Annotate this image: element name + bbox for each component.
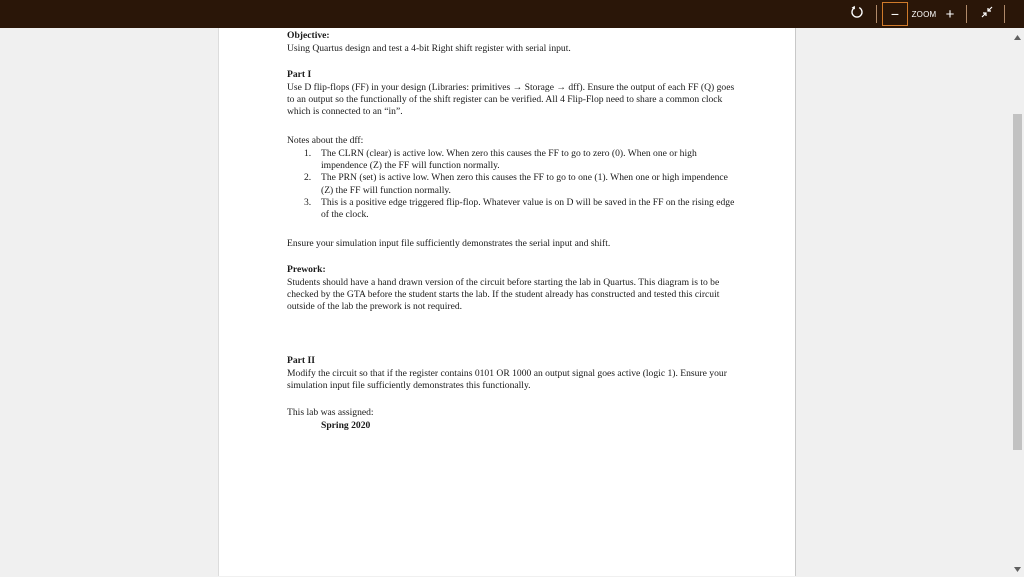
- list-item: [287, 172, 737, 196]
- toolbar-divider: [876, 5, 877, 23]
- part1-text: Use D flip-flops (FF) in your design (Libraries: primitives → Storage → dff). Ensure the output of each FF (Q) goes to an output so the functionally of the shift register can be verified. All 4 Flip-Flop need to share a common clock which is connected to an “in”.: [287, 82, 735, 118]
- part1-heading: Part I: [287, 69, 312, 80]
- rotate-button[interactable]: [846, 3, 868, 25]
- zoom-in-button[interactable]: [940, 3, 960, 25]
- rotate-icon: [850, 5, 864, 24]
- scrollbar-thumb[interactable]: [1013, 114, 1022, 450]
- list-item: [287, 197, 737, 221]
- scroll-down-button[interactable]: [1010, 562, 1024, 574]
- list-item-number: 1.: [304, 148, 312, 159]
- exit-fullscreen-icon: [981, 5, 993, 23]
- simulation-text: Ensure your simulation input file sufficiently demonstrates the serial input and shift.: [287, 238, 611, 249]
- prework-heading: Prework:: [287, 264, 326, 275]
- toolbar-divider: [966, 5, 967, 23]
- prework-text: Students should have a hand drawn version of the circuit before starting the lab in Quartus. This diagram is to be checked by the GTA before the student starts the lab. If the student already has constructed and tested this circuit outside of the lab the prework is not required.: [287, 277, 720, 313]
- list-item-text: This is a positive edge triggered flip-flop. Whatever value is on D will be saved in the FF on the rising edge of the clock.: [321, 196, 735, 221]
- notes-heading: Notes about the dff:: [287, 135, 364, 146]
- viewer-toolbar: [0, 0, 1024, 28]
- list-item-number: 2.: [304, 172, 312, 184]
- notes-list: [287, 148, 737, 221]
- part2-heading: Part II: [287, 355, 315, 366]
- list-item-text: The CLRN (clear) is active low. When zero this causes the FF to go to zero (0). When one or high impendence (Z) the FF will function normally.: [321, 148, 697, 172]
- scroll-down-icon: [1014, 559, 1021, 577]
- scroll-up-icon: [1014, 27, 1021, 45]
- vertical-scrollbar[interactable]: [1010, 28, 1024, 576]
- document-page: [218, 28, 796, 576]
- objective-text: Using Quartus design and test a 4-bit Right shift register with serial input.: [287, 43, 571, 54]
- objective-heading: Objective:: [287, 30, 330, 41]
- scroll-up-button[interactable]: [1010, 30, 1024, 42]
- minus-icon: −: [890, 6, 900, 22]
- list-item: [287, 148, 737, 172]
- plus-icon: +: [945, 5, 955, 23]
- list-item-number: 3.: [304, 196, 312, 208]
- exit-fullscreen-button[interactable]: [976, 3, 998, 25]
- assigned-label: This lab was assigned:: [287, 407, 374, 418]
- zoom-out-button[interactable]: [882, 2, 908, 26]
- toolbar-divider: [1004, 5, 1005, 23]
- assigned-value: Spring 2020: [321, 420, 371, 431]
- part2-text: Modify the circuit so that if the register contains 0101 OR 1000 an output signal goes active (logic 1). Ensure your simulation input file sufficiently demonstrates this functionally.: [287, 368, 727, 392]
- zoom-label: ZOOM: [911, 9, 937, 19]
- list-item-text: The PRN (set) is active low. When zero this causes the FF to go to one (1). When one or high impendence (Z) the FF will function normally.: [321, 172, 728, 196]
